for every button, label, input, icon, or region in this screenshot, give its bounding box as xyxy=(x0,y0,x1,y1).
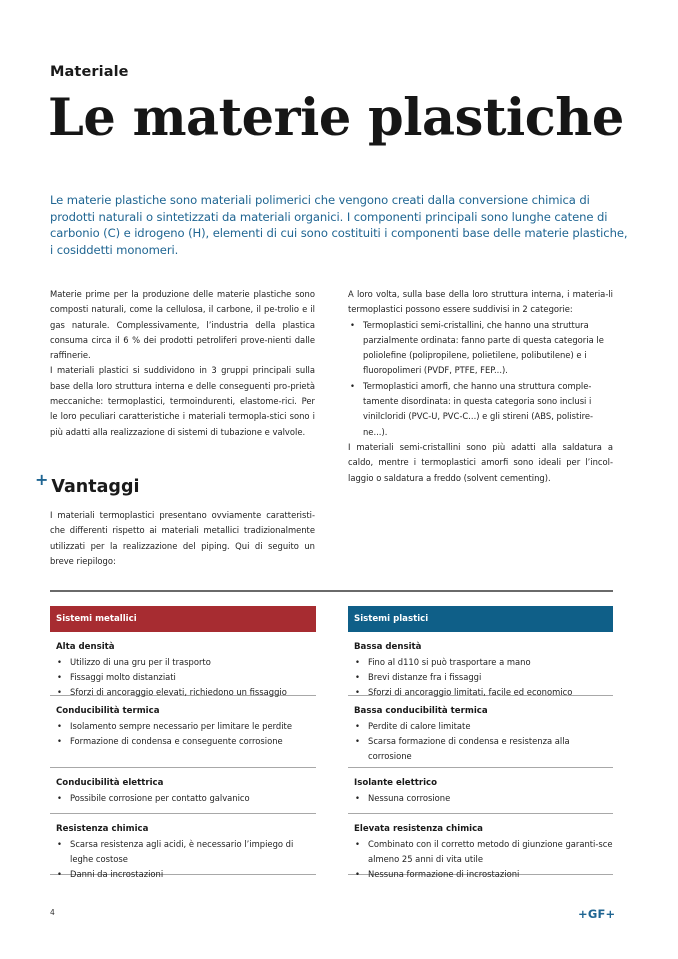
right-column xyxy=(348,287,613,486)
list-item: • Brevi distanze fra i fissaggi xyxy=(354,670,613,685)
bullet-icon: • xyxy=(355,656,360,667)
list-item: • Possibile corrosione per contatto galvanico xyxy=(56,791,316,806)
bullet-icon: • xyxy=(355,671,360,682)
group-title: Conducibilità elettrica xyxy=(56,778,164,788)
plastic-systems-column xyxy=(348,606,613,879)
comparison-group xyxy=(348,768,613,814)
bullet-icon: • xyxy=(57,720,62,731)
bullet-icon: • xyxy=(57,838,62,849)
comparison-group xyxy=(50,814,316,879)
bullet-icon: • xyxy=(355,720,360,731)
bullet-icon: • xyxy=(355,838,360,849)
list-item: • Scarsa resistenza agli acidi, è necessario l’impiego di leghe costose xyxy=(57,838,294,864)
paragraph: I materiali semi-cristallini sono più adatti alla saldatura a caldo, mentre i termoplastici amorfi sono ideali per l’incol-laggio o saldatura a freddo (solvent cementing). xyxy=(348,441,613,483)
list-item: • Isolamento sempre necessario per limitare le perdite xyxy=(56,719,316,734)
list-item: • Combinato con il corretto metodo di giunzione garanti-sce almeno 25 anni di vita utile xyxy=(355,838,613,864)
section-label: Materiale xyxy=(50,64,129,80)
bullet-icon: • xyxy=(57,868,62,879)
page-title: Le materie plastiche xyxy=(48,88,624,148)
bullet-icon: • xyxy=(57,792,62,803)
group-title: Elevata resistenza chimica xyxy=(354,824,483,834)
comparison-group xyxy=(348,632,613,696)
comparison-group xyxy=(348,814,613,879)
list-item: • Scarsa formazione di condensa e resistenza alla corrosione xyxy=(355,735,570,761)
bullet-icon: • xyxy=(355,686,360,697)
bullet-icon: • xyxy=(350,380,355,391)
page-number: 4 xyxy=(50,908,55,917)
bullet-icon: • xyxy=(355,735,360,746)
bullet-icon: • xyxy=(57,686,62,697)
comparison-group xyxy=(348,696,613,768)
bullet-icon: • xyxy=(355,868,360,879)
list-item: • Utilizzo di una gru per il trasporto xyxy=(56,655,316,670)
bullet-icon: • xyxy=(350,319,355,330)
list-item: • Nessuna corrosione xyxy=(354,791,613,806)
list-item: • Termoplastici amorfi, che hanno una struttura comple-tamente disordinata: in questa categoria sono inclusi i vinilcloridi (PVC-U, PVC-C...) e gli stireni (ABS, polistire-ne...). xyxy=(350,380,594,437)
group-title: Resistenza chimica xyxy=(56,824,149,834)
list-item: • Nessuna formazione di incrostazioni xyxy=(354,867,613,882)
plus-icon: + xyxy=(35,470,49,489)
divider xyxy=(50,590,613,592)
intro-paragraph: Le materie plastiche sono materiali polimerici che vengono creati dalla conversione chimica di prodotti naturali o sintetizzati da materiali organici. I componenti principali sono lunghe catene di carbonio (C) e idrogeno (H), elementi di cui sono costituiti i componenti base delle materie plastiche, i cosiddetti monomeri. xyxy=(50,193,628,257)
list-item: • Perdite di calore limitate xyxy=(354,719,613,734)
comparison-group xyxy=(50,696,316,768)
comparison-group xyxy=(50,632,316,696)
bullet-icon: • xyxy=(57,735,62,746)
vantaggi-heading xyxy=(35,470,140,500)
metal-systems-header: Sistemi metallici xyxy=(50,606,316,632)
group-title: Bassa densità xyxy=(354,642,422,652)
group-title: Isolante elettrico xyxy=(354,778,438,788)
paragraph: A loro volta, sulla base della loro struttura interna, i materia-li termoplastici possono essere suddivisi in 2 categorie: xyxy=(348,289,613,315)
vantaggi-title: Vantaggi xyxy=(51,477,140,497)
bullet-icon: • xyxy=(57,656,62,667)
paragraph: I materiali plastici si suddividono in 3 gruppi principali sulla base della loro struttura interna e delle conseguenti pro-prietà meccaniche: termoplastici, termoindurenti, elastome-rici. Per le loro peculiari caratteristiche i materiali termopla-stici sono i più adatti alla realizzazione di sistemi di tubazione e valvole. xyxy=(50,365,315,437)
group-title: Conducibilità termica xyxy=(56,706,160,716)
group-title: Bassa conducibilità termica xyxy=(354,706,488,716)
list-item: • Fissaggi molto distanziati xyxy=(56,670,316,685)
bullet-icon: • xyxy=(57,671,62,682)
category-list xyxy=(348,318,613,440)
list-item: • Formazione di condensa e conseguente corrosione xyxy=(56,734,316,749)
group-title: Alta densità xyxy=(56,642,115,652)
left-column xyxy=(50,287,315,440)
paragraph: Materie prime per la produzione delle materie plastiche sono composti naturali, come la cellulosa, il carbone, il pe-trolio e il gas naturale. Complessivamente, l’industria della plastica consuma circa il 6 % dei prodotti petroliferi prove-nienti dalle raffinerie. xyxy=(50,289,315,361)
comparison-group xyxy=(50,768,316,814)
plastic-systems-header: Sistemi plastici xyxy=(348,606,613,632)
gf-logo: +GF+ xyxy=(578,907,616,921)
list-item: • Fino al d110 si può trasportare a mano xyxy=(354,655,613,670)
list-item: • Termoplastici semi-cristallini, che hanno una struttura parzialmente ordinata: fanno parte di questa categoria le poliolefine (polipropilene, polietilene, polibutilene) e i fluoropolimeri (PVDF, PTFE, FEP...). xyxy=(350,319,604,376)
list-item: • Sforzi di ancoraggio elevati, richiedono un fissaggio xyxy=(56,685,316,700)
list-item: • Sforzi di ancoraggio limitati, facile ed economico xyxy=(354,685,613,700)
list-item: • Danni da incrostazioni xyxy=(56,867,316,882)
bullet-icon: • xyxy=(355,792,360,803)
vantaggi-paragraph: I materiali termoplastici presentano ovviamente caratteristi-che differenti rispetto ai materiali metallici tradizionalmente utilizzati per la realizzazione del piping. Qui di seguito un breve riepilogo: xyxy=(50,510,315,566)
metal-systems-column xyxy=(50,606,316,879)
